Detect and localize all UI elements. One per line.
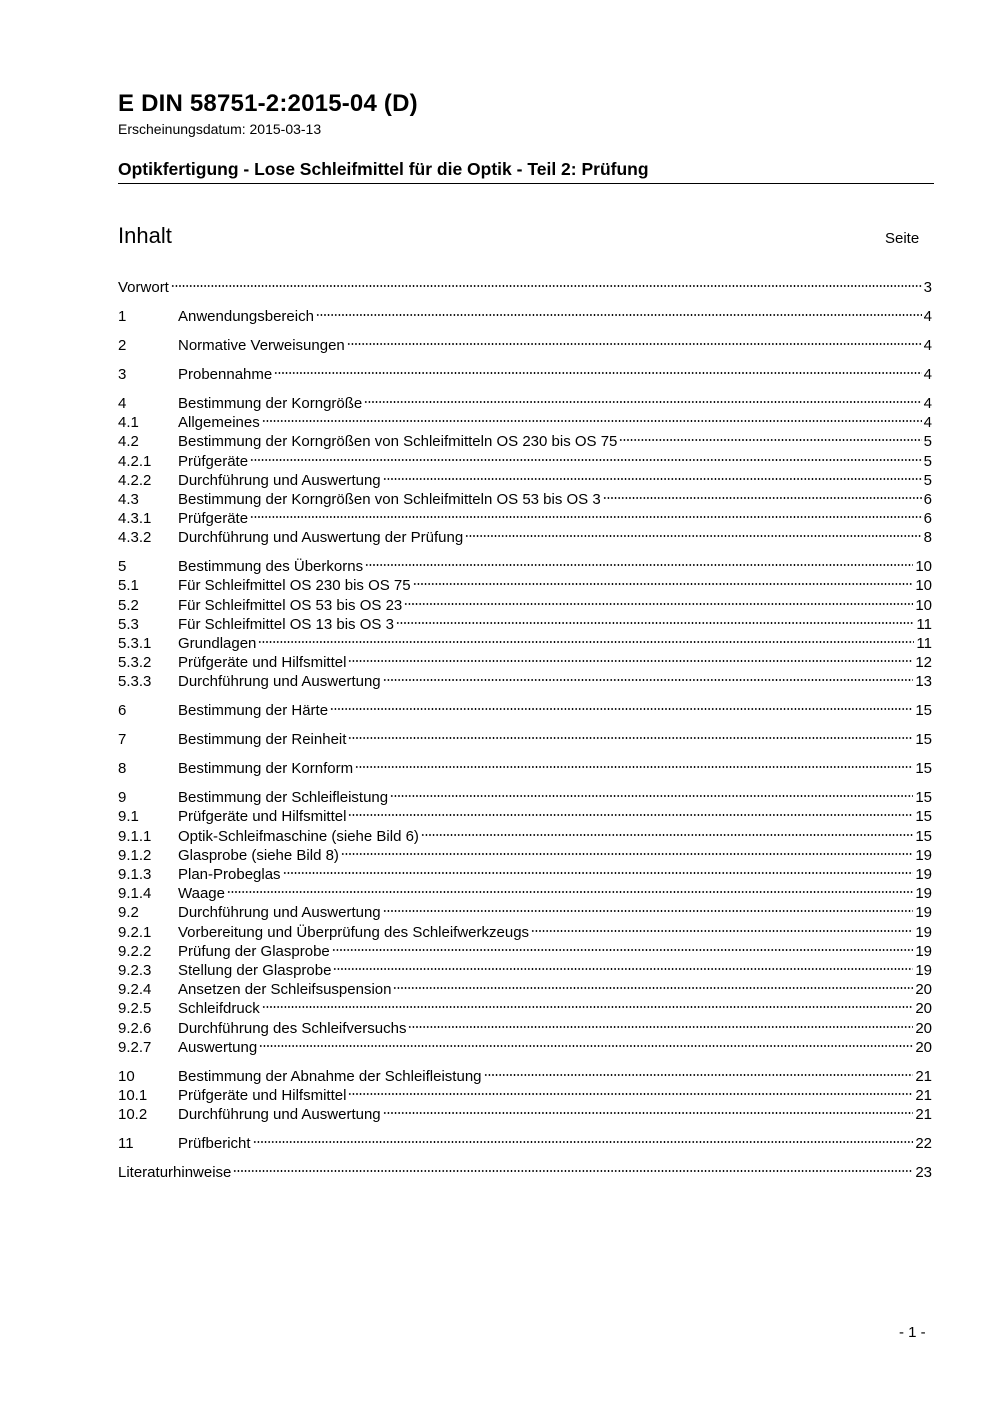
- toc-entry-number: 5.3: [118, 615, 139, 633]
- dot-leader: [383, 1111, 914, 1115]
- toc-entry-page: 19: [915, 846, 932, 864]
- dot-leader: [332, 948, 914, 952]
- toc-entry[interactable]: [118, 1163, 932, 1182]
- toc-entry-number: 11: [118, 1135, 134, 1153]
- toc-entry-page: 19: [915, 961, 932, 979]
- toc-entry-page: 10: [915, 596, 932, 614]
- dot-leader: [274, 371, 921, 375]
- toc-entry-page: 4: [923, 307, 932, 325]
- toc-entry-title: Ansetzen der Schleifsuspension: [178, 981, 392, 999]
- toc-entry-number: 9.1.4: [118, 885, 152, 903]
- toc-entry-page: 8: [923, 529, 932, 547]
- toc-entry-title: Bestimmung der Korngröße: [178, 394, 363, 412]
- toc-entry[interactable]: [118, 509, 932, 528]
- toc-entry-page: 21: [915, 1106, 932, 1124]
- toc-entry[interactable]: [118, 576, 932, 595]
- toc-entry-page: 5: [923, 433, 932, 451]
- toc-entry[interactable]: [118, 865, 932, 884]
- toc-entry[interactable]: [118, 490, 932, 509]
- toc-entry-number: 4: [118, 394, 127, 412]
- toc-entry-number: 9.1.2: [118, 846, 152, 864]
- toc-entry-page: 15: [915, 731, 932, 749]
- toc-entry-number: 9.2: [118, 904, 139, 922]
- dot-leader: [484, 1073, 914, 1077]
- issue-date: Erscheinungsdatum: 2015-03-13: [118, 121, 322, 137]
- toc-entry-page: 20: [915, 981, 932, 999]
- toc-entry[interactable]: [118, 1038, 932, 1057]
- toc-entry-page: 6: [923, 490, 932, 508]
- dot-leader: [396, 621, 915, 625]
- toc-entry[interactable]: [118, 903, 932, 922]
- toc-entry-number: 9.1: [118, 808, 139, 826]
- toc-entry[interactable]: [118, 701, 932, 720]
- document-title: Optikfertigung - Lose Schleifmittel für die Optik - Teil 2: Prüfung: [118, 159, 934, 184]
- toc-entry-number: 9.2.4: [118, 981, 152, 999]
- toc-entry-title: Bestimmung der Schleifleistung: [178, 789, 389, 807]
- dot-leader: [404, 602, 913, 606]
- table-of-contents: [118, 278, 932, 1182]
- toc-entry[interactable]: [118, 827, 932, 846]
- dot-leader: [316, 313, 922, 317]
- toc-entry[interactable]: [118, 307, 932, 326]
- toc-entry[interactable]: [118, 730, 932, 749]
- toc-entry-title: Glasprobe (siehe Bild 8): [178, 846, 339, 864]
- toc-entry[interactable]: [118, 615, 932, 634]
- document-id: E DIN 58751-2:2015-04 (D): [118, 90, 418, 117]
- toc-entry-title: Durchführung und Auswertung der Prüfung: [178, 529, 464, 547]
- toc-entry-page: 19: [915, 904, 932, 922]
- toc-entry-page: 15: [915, 789, 932, 807]
- toc-entry-page: 21: [915, 1067, 932, 1085]
- toc-entry-title: Literaturhinweise: [118, 1164, 232, 1182]
- toc-entry[interactable]: [118, 1086, 932, 1105]
- toc-entry-page: 4: [923, 365, 932, 383]
- toc-entry-number: 5.3.1: [118, 634, 152, 652]
- toc-entry[interactable]: [118, 557, 932, 576]
- toc-entry-number: 5.1: [118, 577, 139, 595]
- toc-entry-page: 20: [915, 1038, 932, 1056]
- toc-entry-title: Durchführung und Auswertung: [178, 471, 381, 489]
- toc-entry-number: 4.1: [118, 414, 139, 432]
- toc-entry[interactable]: [118, 788, 932, 807]
- toc-entry-number: 4.3.1: [118, 510, 152, 528]
- toc-entry-page: 20: [915, 1000, 932, 1018]
- toc-entry-page: 11: [916, 615, 932, 633]
- dot-leader: [348, 659, 913, 663]
- dot-leader: [258, 640, 914, 644]
- toc-entry-number: 9.2.2: [118, 942, 152, 960]
- toc-entry-page: 19: [915, 866, 932, 884]
- toc-entry-number: 9.1.1: [118, 827, 152, 845]
- toc-entry-number: 4.3: [118, 490, 139, 508]
- toc-entry-title: Durchführung des Schleifversuchs: [178, 1019, 407, 1037]
- toc-entry-title: Stellung der Glasprobe: [178, 961, 332, 979]
- toc-entry[interactable]: [118, 365, 932, 384]
- toc-entry-number: 3: [118, 365, 127, 383]
- toc-entry-title: Bestimmung der Abnahme der Schleifleistung: [178, 1067, 482, 1085]
- toc-entry[interactable]: [118, 413, 932, 432]
- dot-leader: [413, 582, 914, 586]
- toc-entry[interactable]: [118, 961, 932, 980]
- dot-leader: [348, 813, 913, 817]
- toc-entry[interactable]: [118, 432, 932, 451]
- toc-entry-title: Prüfgeräte und Hilfsmittel: [178, 1086, 347, 1104]
- toc-entry-page: 23: [915, 1164, 932, 1182]
- dot-leader: [250, 458, 922, 462]
- toc-entry-number: 10.1: [118, 1086, 148, 1104]
- toc-entry[interactable]: [118, 452, 932, 471]
- toc-entry-page: 4: [923, 336, 932, 354]
- toc-entry[interactable]: [118, 942, 932, 961]
- page-column-label: Seite: [885, 230, 920, 247]
- toc-entry-number: 8: [118, 760, 127, 778]
- toc-entry[interactable]: [118, 528, 932, 547]
- dot-leader: [347, 342, 922, 346]
- toc-entry-number: 9.2.1: [118, 923, 152, 941]
- toc-entry-number: 1: [118, 307, 127, 325]
- toc-entry-number: 7: [118, 731, 127, 749]
- toc-entry-number: 9.2.5: [118, 1000, 152, 1018]
- toc-entry-title: Bestimmung der Kornform: [178, 760, 354, 778]
- toc-entry-page: 13: [915, 673, 932, 691]
- toc-entry-title: Bestimmung der Reinheit: [178, 731, 347, 749]
- dot-leader: [421, 833, 913, 837]
- toc-entry-title: Allgemeines: [178, 414, 260, 432]
- dot-leader: [364, 400, 921, 404]
- toc-entry-number: 5.3.2: [118, 654, 152, 672]
- toc-entry-page: 3: [923, 279, 932, 296]
- toc-entry-number: 4.2.1: [118, 452, 152, 470]
- toc-entry-title: Optik-Schleifmaschine (siehe Bild 6): [178, 827, 419, 845]
- toc-entry-title: Prüfgeräte und Hilfsmittel: [178, 808, 347, 826]
- toc-entry[interactable]: [118, 884, 932, 903]
- toc-entry-title: Schleifdruck: [178, 1000, 260, 1018]
- dot-leader: [408, 1025, 913, 1029]
- toc-entry-page: 11: [916, 634, 932, 652]
- toc-entry-title: Für Schleifmittel OS 13 bis OS 3: [178, 615, 394, 633]
- toc-entry-page: 4: [923, 394, 932, 412]
- dot-leader: [250, 515, 922, 519]
- toc-entry[interactable]: [118, 759, 932, 778]
- toc-entry-title: Prüfung der Glasprobe: [178, 942, 330, 960]
- toc-entry-page: 5: [923, 452, 932, 470]
- dot-leader: [253, 1140, 914, 1144]
- toc-entry-title: Probennahme: [178, 365, 273, 383]
- toc-entry-page: 20: [915, 1019, 932, 1037]
- toc-entry-title: Prüfgeräte: [178, 510, 249, 528]
- toc-entry-title: Plan-Probeglas: [178, 866, 281, 884]
- dot-leader: [383, 909, 914, 913]
- toc-entry-title: Für Schleifmittel OS 230 bis OS 75: [178, 577, 411, 595]
- toc-entry-title: Bestimmung der Korngrößen von Schleifmitteln OS 53 bis OS 3: [178, 490, 601, 508]
- dot-leader: [330, 707, 913, 711]
- toc-entry-number: 2: [118, 336, 127, 354]
- toc-entry-page: 10: [915, 558, 932, 576]
- toc-entry-number: 10: [118, 1067, 135, 1085]
- page-number: - 1 -: [899, 1324, 926, 1341]
- toc-entry-page: 12: [915, 654, 932, 672]
- toc-entry[interactable]: [118, 653, 932, 672]
- dot-leader: [383, 477, 922, 481]
- toc-entry-number: 5.3.3: [118, 673, 152, 691]
- toc-entry-page: 19: [915, 942, 932, 960]
- toc-entry-number: 9.2.3: [118, 961, 152, 979]
- toc-entry-title: Waage: [178, 885, 225, 903]
- toc-entry-title: Prüfgeräte: [178, 452, 249, 470]
- toc-entry[interactable]: [118, 1019, 932, 1038]
- toc-entry-number: 4.2: [118, 433, 139, 451]
- dot-leader: [227, 890, 913, 894]
- toc-entry-title: Durchführung und Auswertung: [178, 904, 381, 922]
- toc-entry-page: 19: [915, 885, 932, 903]
- toc-entry-title: Normative Verweisungen: [178, 336, 345, 354]
- dot-leader: [348, 1092, 913, 1096]
- dot-leader: [348, 736, 913, 740]
- dot-leader: [262, 419, 922, 423]
- toc-entry[interactable]: [118, 596, 932, 615]
- toc-entry[interactable]: [118, 471, 932, 490]
- toc-entry[interactable]: [118, 1105, 932, 1124]
- dot-leader: [355, 765, 913, 769]
- dot-leader: [283, 871, 914, 875]
- toc-entry-page: 21: [915, 1086, 932, 1104]
- toc-entry-title: Bestimmung der Korngrößen von Schleifmitteln OS 230 bis OS 75: [178, 433, 618, 451]
- toc-entry-number: 5: [118, 558, 127, 576]
- toc-entry-number: 4.2.2: [118, 471, 152, 489]
- toc-entry[interactable]: [118, 846, 932, 865]
- toc-entry-number: 9.1.3: [118, 866, 152, 884]
- toc-entry[interactable]: [118, 672, 932, 691]
- toc-entry-title: Prüfgeräte und Hilfsmittel: [178, 654, 347, 672]
- toc-entry-number: 4.3.2: [118, 529, 152, 547]
- dot-leader: [603, 496, 922, 500]
- toc-entry[interactable]: [118, 807, 932, 826]
- toc-entry-title: Vorbereitung und Überprüfung des Schleifwerkzeugs: [178, 923, 530, 941]
- toc-entry-title: Grundlagen: [178, 634, 257, 652]
- dot-leader: [393, 986, 913, 990]
- dot-leader: [465, 534, 921, 538]
- dot-leader: [341, 852, 913, 856]
- toc-entry-number: 6: [118, 702, 127, 720]
- dot-leader: [259, 1044, 913, 1048]
- dot-leader: [531, 929, 913, 933]
- toc-entry-title: Anwendungsbereich: [178, 307, 314, 325]
- toc-entry[interactable]: [118, 1067, 932, 1086]
- dot-leader: [383, 678, 914, 682]
- toc-entry[interactable]: [118, 394, 932, 413]
- toc-entry-title: Bestimmung der Härte: [178, 702, 329, 720]
- toc-entry[interactable]: [118, 999, 932, 1018]
- toc-entry-number: 9.2.7: [118, 1038, 152, 1056]
- toc-entry-title: Prüfbericht: [178, 1135, 251, 1153]
- toc-entry-page: 6: [923, 510, 932, 528]
- toc-entry-page: 4: [923, 414, 932, 432]
- toc-entry-number: 9.2.6: [118, 1019, 152, 1037]
- toc-entry-page: 15: [915, 760, 932, 778]
- toc-entry-page: 22: [915, 1135, 932, 1153]
- toc-entry[interactable]: [118, 336, 932, 355]
- toc-entry-number: 10.2: [118, 1106, 148, 1124]
- toc-entry-page: 10: [915, 577, 932, 595]
- toc-entry[interactable]: [118, 923, 932, 942]
- toc-entry-page: 15: [915, 808, 932, 826]
- toc-entry-title: Bestimmung des Überkorns: [178, 558, 364, 576]
- dot-leader: [333, 967, 913, 971]
- toc-entry[interactable]: [118, 634, 932, 653]
- dot-leader: [233, 1169, 913, 1173]
- toc-entry-title: Auswertung: [178, 1038, 258, 1056]
- dot-leader: [390, 794, 913, 798]
- toc-entry-page: 15: [915, 827, 932, 845]
- toc-entry-page: 5: [923, 471, 932, 489]
- dot-leader: [619, 438, 921, 442]
- dot-leader: [171, 284, 922, 288]
- toc-entry-page: 19: [915, 923, 932, 941]
- toc-entry[interactable]: [118, 1134, 932, 1153]
- toc-entry-number: 9: [118, 789, 127, 807]
- toc-entry-title: Durchführung und Auswertung: [178, 673, 381, 691]
- dot-leader: [365, 563, 913, 567]
- toc-entry-title: Für Schleifmittel OS 53 bis OS 23: [178, 596, 403, 614]
- toc-entry[interactable]: [118, 980, 932, 999]
- dot-leader: [262, 1005, 914, 1009]
- toc-entry-page: 15: [915, 702, 932, 720]
- toc-heading: Inhalt: [118, 223, 172, 248]
- toc-entry-number: 5.2: [118, 596, 139, 614]
- toc-entry-title: Durchführung und Auswertung: [178, 1106, 381, 1124]
- toc-entry[interactable]: [118, 278, 932, 297]
- toc-entry-title: Vorwort: [118, 279, 169, 296]
